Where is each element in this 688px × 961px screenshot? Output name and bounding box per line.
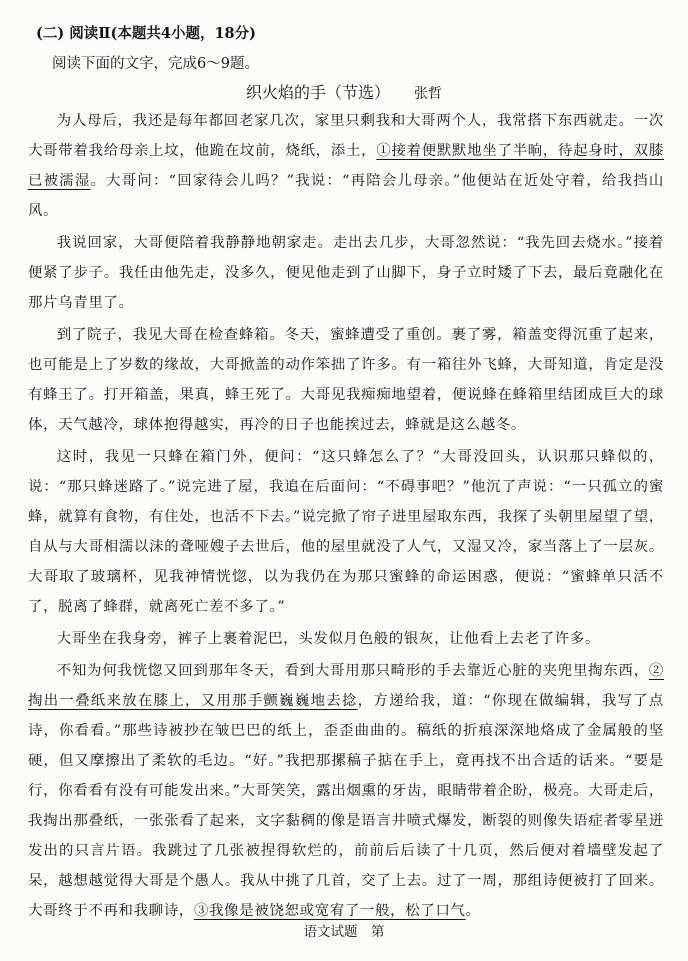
- underlined-sentence-2: ②掏出一叠纸来放在膝上，又用那手颤巍巍地去捻: [28, 663, 664, 709]
- underlined-sentence-1: ①接着便默默地坐了半晌，待起身时，双膝已被濡湿: [28, 143, 664, 189]
- section-header: (二) 阅读Ⅱ(本题共4小题，18分): [36, 25, 256, 42]
- paragraph-text: ，方递给我，道：“你现在做编辑，我写了点诗，你看看。”那些诗被抄在皱巴巴的纸上，歪歪曲曲的。稿纸的折痕深深地烙成了金属般的坚硬，但又摩擦出了柔软的毛边。“好。”我把那摞稿子掂在手上，竟再找不出合适的话来。“要是行，你看看有没有可能发出来。”大哥笑笑，露出烟熏的牙齿，眼睛带着企盼，极亮。大哥走后，我掏出那叠纸，一张张看了起来，文字黏稠的像是语言井喷式爆发，断裂的则像失语症者零星迸发出的只言片语。我跳过了几张被捏得软烂的，前前后后读了十几页，然后便对着墙壁发起了呆，越想越觉得大哥是个愚人。我从中挑了几首，交了上去。过了一周，那组诗便被打了回来。大哥终于不再和我聊诗，: [28, 693, 665, 919]
- underlined-sentence-3: ③我像是被饶恕或宽宥了一般，松了口气: [194, 903, 466, 919]
- paragraph-text: 。: [465, 903, 481, 919]
- paragraph-6: [28, 656, 664, 926]
- paragraph-4: 这时，我见一只蜂在箱门外，便问：“这只蜂怎么了？”大哥没回头，认识那只蜂似的，说：“那只蜂迷路了。”说完进了屋，我追在后面问：“不碍事吧？”他沉了声说：“一只孤立的蜜蜂，就算有食物，有住处，也活不下去。”说完掀了帘子进里屋取东西，我探了头朝里屋望了望，自从与大哥相濡以沫的聋哑嫂子去世后，他的屋里就没了人气，又湿又冷，家当落上了一层灰。大哥取了玻璃杯，见我神情恍惚，以为我仍在为那只蜜蜂的命运困惑，便说：“蜜蜂单只活不了，脱离了蜂群，就离死亡差不多了。”: [28, 449, 664, 615]
- paragraph-1: [28, 106, 664, 226]
- paragraph-text: 为人母后，我还是每年都回老家几次，家里只剩我和大哥两个人，我常搭下东西就走。一次大哥带着我给母亲上坟，他跪在坟前，烧纸，添土，: [28, 113, 664, 159]
- paragraph-5: 大哥坐在我身旁，裤子上裹着泥巴，头发似月色般的银灰，让他看上去老了许多。: [56, 631, 601, 647]
- page-footer: 语文试题 第: [303, 924, 385, 940]
- paragraph-3: 到了院子，我见大哥在检查蜂箱。冬天，蜜蜂遭受了重创。裹了雾，箱盖变得沉重了起来，也可能是上了岁数的缘故，大哥掀盖的动作笨拙了许多。有一箱往外飞蜂，大哥知道，肯定是没有蜂王了。打开箱盖，果真，蜂王死了。大哥见我痴痴地望着，便说蜂在蜂箱里结团成巨大的球体，天气越冷，球体抱得越实，再冷的日子也能挨过去，蜂就是这么越冬。: [28, 327, 664, 433]
- paragraph-text: 不知为何我恍惚又回到那年冬天，看到大哥用那只畸形的手去靠近心脏的夹兜里掏东西，: [56, 663, 649, 679]
- article-body: [28, 106, 664, 928]
- article-author: 张哲: [414, 86, 442, 102]
- article-title-row: [0, 80, 688, 103]
- paragraph-text: 。大哥问：“回家待会儿吗？”我说：“再陪会儿母亲。”他便站在近处守着，给我挡山风。: [28, 173, 664, 219]
- article-title: 织火焰的手（节选）: [245, 83, 390, 102]
- paragraph-2: 我说回家，大哥便陪着我静静地朝家走。走出去几步，大哥忽然说：“我先回去烧水。”接着便紧了步子。我任由他先走，没多久，便见他走到了山脚下，身子立时矮了下去，最后竟融化在那片乌青里了。: [28, 235, 664, 311]
- reading-instruction: 阅读下面的文字，完成6～9题。: [52, 56, 259, 72]
